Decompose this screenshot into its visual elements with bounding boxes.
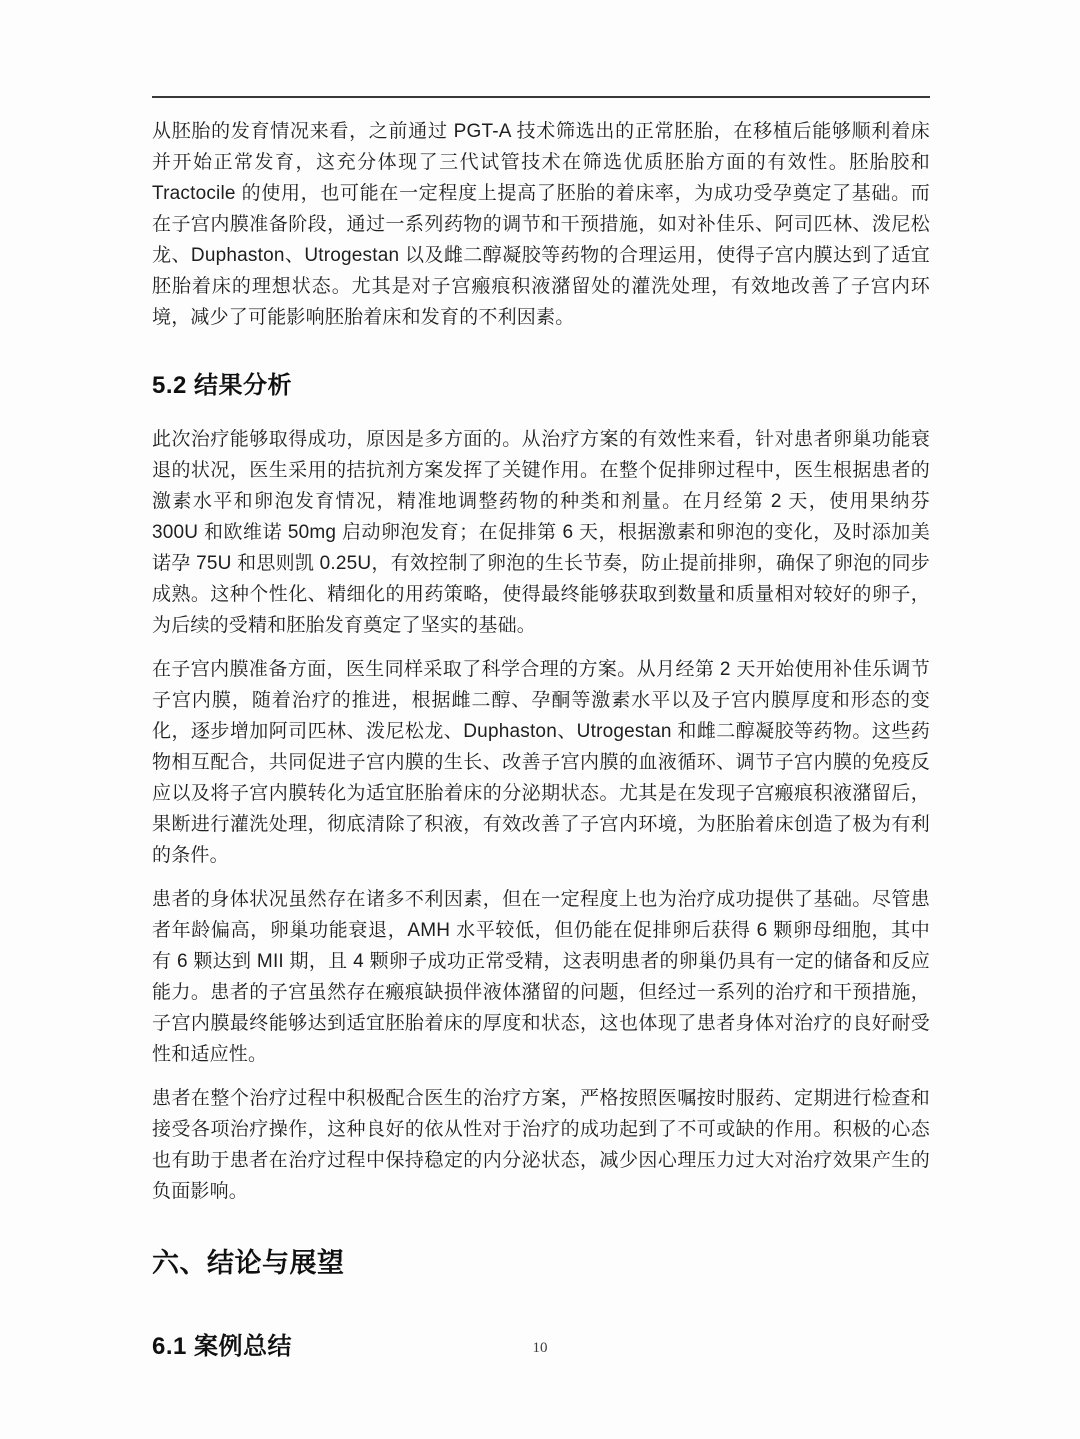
paragraph-endometrium-preparation: 在子宫内膜准备方面，医生同样采取了科学合理的方案。从月经第 2 天开始使用补佳乐调节子宫内膜，随着治疗的推进，根据雌二醇、孕酮等激素水平以及子宫内膜厚度和形态的变化，逐步增加阿司匹林、泼尼松龙、Duphaston、Utrogestan 和雌二醇凝胶等药物。这些药物相互配合，共同促进子宫内膜的生长、改善子宫内膜的血液循环、调节子宫内膜的免疫反应以及将子宫内膜转化为适宜胚胎着床的分泌期状态。尤其是在发现子宫瘢痕积液潴留后，果断进行灌洗处理，彻底清除了积液，有效改善了子宫内环境，为胚胎着床创造了极为有利的条件。 bbox=[152, 659, 930, 866]
paragraph-treatment-success-protocol: 此次治疗能够取得成功，原因是多方面的。从治疗方案的有效性来看，针对患者卵巢功能衰退的状况，医生采用的拮抗剂方案发挥了关键作用。在整个促排卵过程中，医生根据患者的激素水平和卵泡发育情况，精准地调整药物的种类和剂量。在月经第 2 天，使用果纳芬 300U 和欧维诺 50mg 启动卵泡发育；在促排第 6 天，根据激素和卵泡的变化，及时添加美诺孕 75U 和思则凯 0.25U，有效控制了卵泡的生长节奏，防止提前排卵，确保了卵泡的同步成熟。这种个性化、精细化的用药策略，使得最终能够获取到数量和质量相对较好的卵子，为后续的受精和胚胎发育奠定了坚实的基础。 bbox=[152, 429, 930, 636]
paragraph-embryo-development: 从胚胎的发育情况来看，之前通过 PGT-A 技术筛选出的正常胚胎，在移植后能够顺利着床并开始正常发育，这充分体现了三代试管技术在筛选优质胚胎方面的有效性。胚胎胶和 Tractocile 的使用，也可能在一定程度上提高了胚胎的着床率，为成功受孕奠定了基础。而在子宫内膜准备阶段，通过一系列药物的调节和干预措施，如对补佳乐、阿司匹林、泼尼松龙、Duphaston、Utrogestan 以及雌二醇凝胶等药物的合理运用，使得子宫内膜达到了适宜胚胎着床的理想状态。尤其是对子宫瘢痕积液潴留处的灌洗处理，有效地改善了子宫内环境，减少了可能影响胚胎着床和发育的不利因素。 bbox=[152, 121, 930, 328]
page-content bbox=[152, 0, 930, 1361]
heading-section-6-conclusion-outlook: 六、结论与展望 bbox=[152, 1248, 345, 1278]
paragraph-patient-compliance: 患者在整个治疗过程中积极配合医生的治疗方案，严格按照医嘱按时服药、定期进行检查和接受各项治疗操作，这种良好的依从性对于治疗的成功起到了不可或缺的作用。积极的心态也有助于患者在治疗过程中保持稳定的内分泌状态，减少因心理压力过大对治疗效果产生的负面影响。 bbox=[152, 1088, 930, 1202]
header-rule bbox=[152, 96, 930, 98]
paragraph-patient-condition: 患者的身体状况虽然存在诸多不利因素，但在一定程度上也为治疗成功提供了基础。尽管患者年龄偏高，卵巢功能衰退，AMH 水平较低，但仍能在促排卵后获得 6 颗卵母细胞，其中有 6 颗达到 MII 期，且 4 颗卵子成功正常受精，这表明患者的卵巢仍具有一定的储备和反应能力。患者的子宫虽然存在瘢痕缺损伴液体潴留的问题，但经过一系列的治疗和干预措施，子宫内膜最终能够达到适宜胚胎着床的厚度和状态，这也体现了患者身体对治疗的良好耐受性和适应性。 bbox=[152, 889, 930, 1065]
page-number: 10 bbox=[532, 1340, 548, 1356]
heading-section-6-1-case-summary: 6.1 案例总结 bbox=[152, 1333, 293, 1360]
heading-section-5-2-results-analysis: 5.2 结果分析 bbox=[152, 372, 293, 399]
